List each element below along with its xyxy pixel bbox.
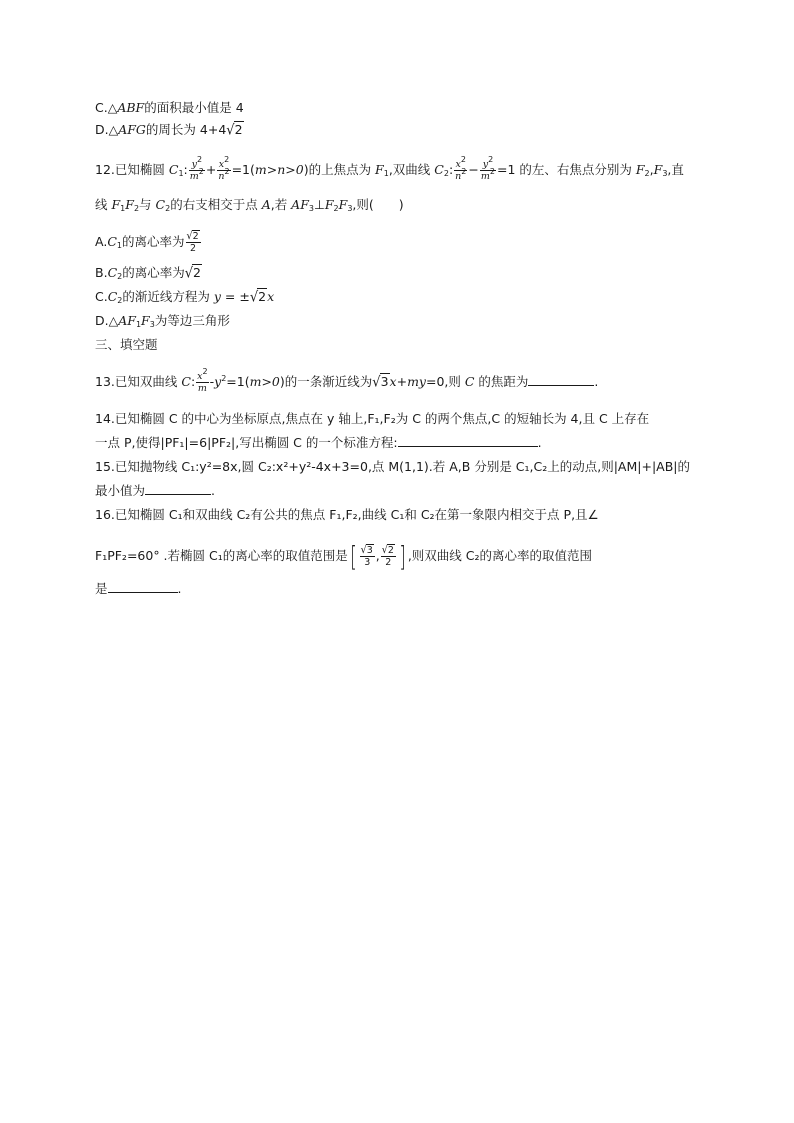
answer-blank[interactable]	[528, 373, 594, 386]
q15-line2: 最小值为 .	[95, 483, 215, 498]
q16-line3: 是 .	[95, 581, 182, 596]
fraction: $\frac{√3}{3}$	[360, 543, 373, 568]
q11-option-c: C.△ABF的面积最小值是 4	[95, 100, 244, 115]
q12-option-d: $D.\triangle AF_1F_3$为等边三角形	[95, 313, 230, 329]
sqrt-symbol: √2	[249, 289, 267, 306]
q13: 13.已知双曲线 C: $\frac{x^2}{m}$ $-y^2=1(m>0)$的一条渐近线为√3x+my=0,则 C 的焦距为 .	[95, 365, 598, 400]
q15-line1: 15.已知抛物线 C₁:y²=8x,圆 C₂:x²+y²-4x+3=0,点 M(1,1).若 A,B 分别是 C₁,C₂上的动点,则|AM|+|AB|的	[95, 459, 691, 474]
fraction: $\frac{√2}{2}$	[186, 229, 199, 254]
left-bracket: [	[349, 539, 357, 573]
q14-number: 14	[95, 411, 111, 426]
q12-option-b: $B.C_2$的离心率为√2	[95, 263, 202, 284]
q14-line2: 一点 P,使得|PF₁|=6|PF₂|,写出椭圆 C 的一个标准方程: .	[95, 435, 542, 450]
section-heading: 三、填空题	[95, 337, 158, 352]
answer-blank[interactable]	[145, 482, 211, 495]
q12-option-a: $A.C_1$的离心率为 $\frac{√2}{2}$	[95, 229, 199, 254]
fraction: $\frac{√2}{2}$	[381, 543, 394, 568]
q11-option-d: D.△AFG的周长为 4+4√2	[95, 120, 244, 141]
fraction: $\frac{y^2}{m^2}$	[189, 154, 204, 182]
q12-line2: 线 $F_1F_2$与 $C_2$的右支相交于点 A,若 $AF_3\perp F_2F_3$,则( )	[95, 197, 404, 213]
q12-option-c: $C.C_2$的渐近线方程为 y = ±√2x	[95, 287, 274, 308]
q16-line2: F₁PF₂=60° .若椭圆 C₁的离心率的取值范围是[ $\frac{√3}{3}$ , $\frac{√2}{2}$ ] ,则双曲线 C₂的离心率的取值范围	[95, 539, 592, 573]
right-bracket: ]	[399, 539, 406, 573]
fraction: $\frac{y^2}{m^2}$	[480, 154, 495, 182]
q12-line1: 12.已知椭圆 $C_1$: $\frac{y^2}{m^2}$ + $\frac{x^2}{n^2}$ =1(m>n>0)的上焦点为 $F_1$,双曲线 $C_2$: $\frac{x^2}{n^2}$ − $\frac{y^2}{m^2}$ =1 的左、右焦点分别为 $F_2,F_3$,直	[95, 154, 684, 182]
sqrt-symbol: √2	[226, 122, 243, 139]
sqrt-symbol: √3	[372, 374, 389, 391]
q12-number: 12	[95, 162, 111, 177]
q13-number: 13	[95, 374, 111, 389]
sqrt-symbol: √2	[184, 265, 201, 282]
q15-number: 15	[95, 459, 111, 474]
q16-number: 16	[95, 507, 111, 522]
q14-line1: 14.已知椭圆 C 的中心为坐标原点,焦点在 y 轴上,F₁,F₂为 C 的两个焦点,C 的短轴长为 4,且 C 上存在	[95, 411, 650, 426]
fraction: $\frac{x^2}{m}$	[197, 366, 208, 394]
fraction: $\frac{x^2}{n^2}$	[218, 154, 230, 182]
answer-blank[interactable]	[398, 434, 538, 447]
answer-blank[interactable]	[108, 580, 178, 593]
fraction: $\frac{x^2}{n^2}$	[455, 154, 467, 182]
q16-line1: 16.已知椭圆 C₁和双曲线 C₂有公共的焦点 F₁,F₂,曲线 C₁和 C₂在第一象限内相交于点 P,且∠	[95, 507, 599, 522]
